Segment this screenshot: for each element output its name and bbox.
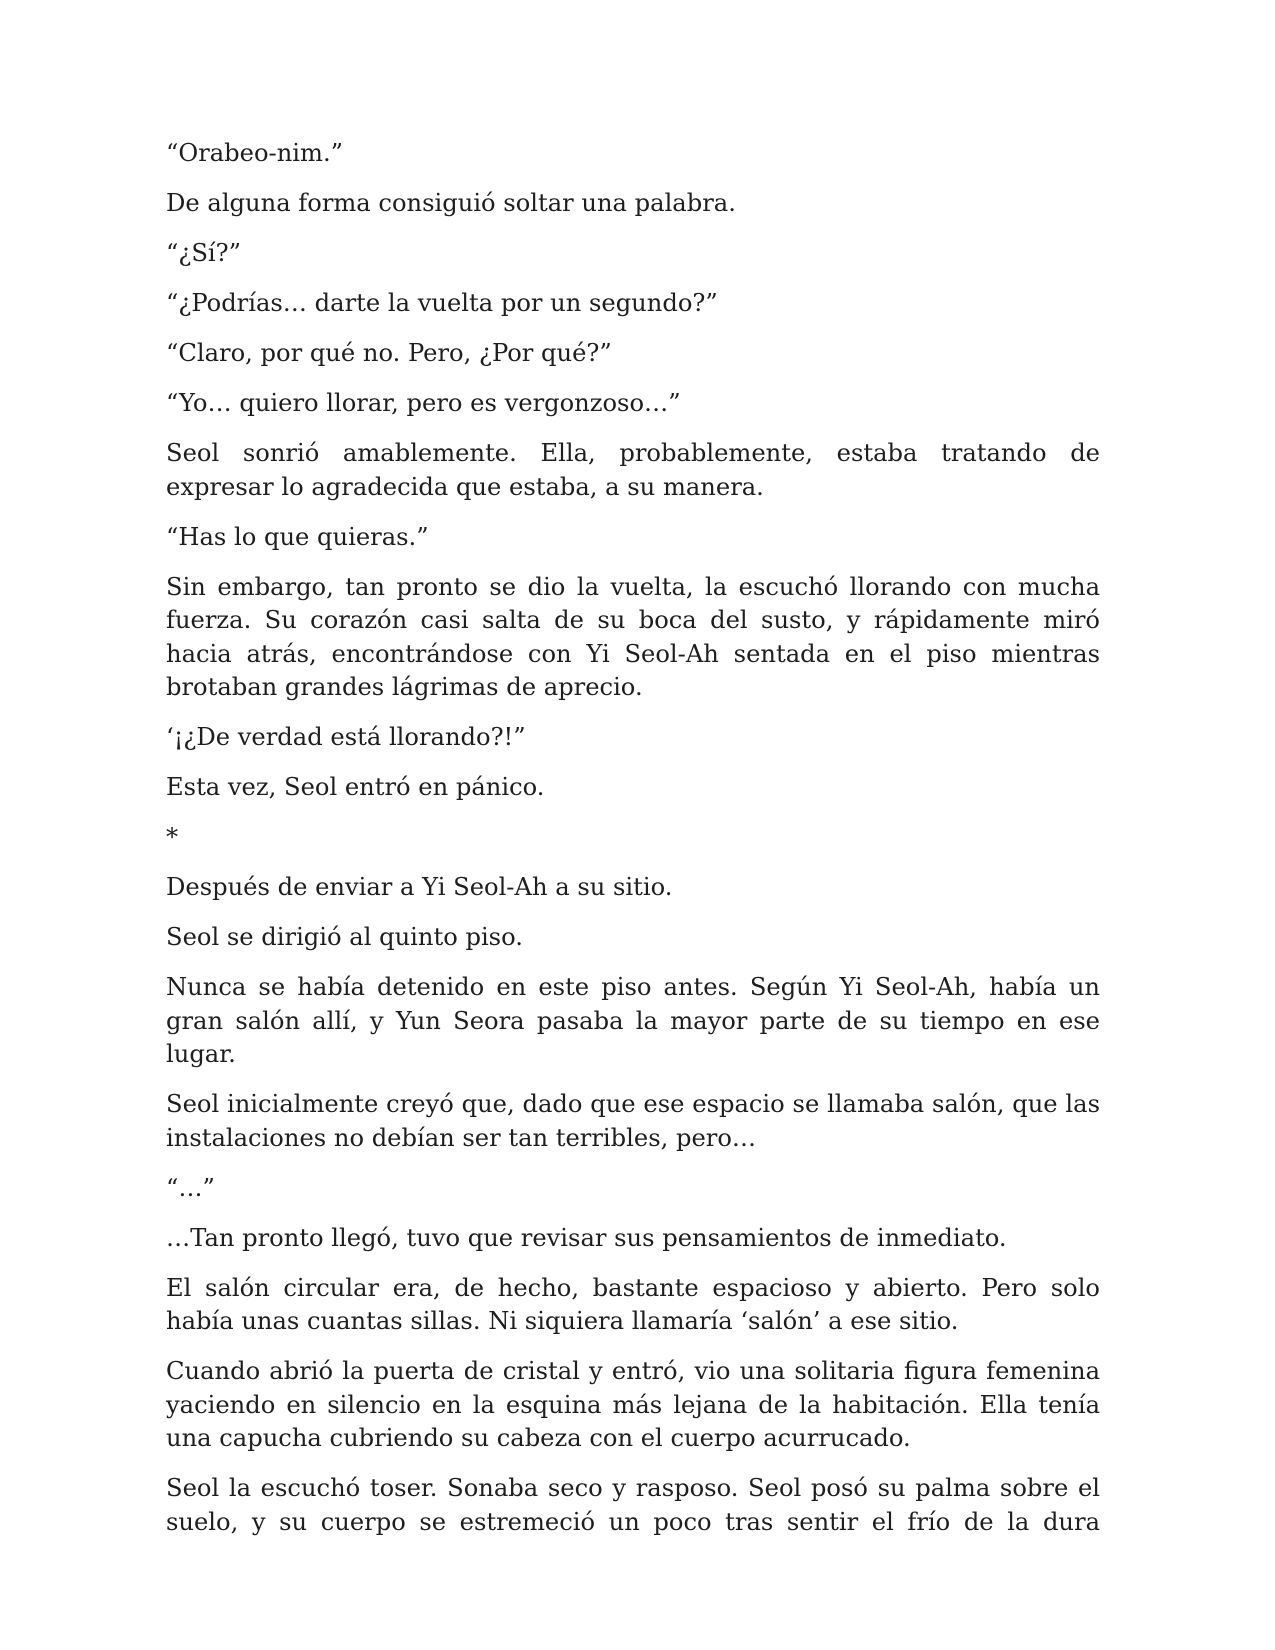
paragraph: “Claro, por qué no. Pero, ¿Por qué?”: [166, 339, 612, 367]
paragraph: …Tan pronto llegó, tuvo que revisar sus pensamientos de inmediato.: [166, 1223, 1007, 1252]
scene-break: *: [166, 823, 179, 851]
paragraph: Sin embargo, tan pronto se dio la vuelta, la escuchó llorando con mucha fuerza. Su corazón casi salta de su boca del susto, y rápidamente miró hacia atrás, encontrándose con Yi Seol-Ah sentada en el piso mientras brotaban grandes lágrimas de aprecio.: [166, 572, 1100, 701]
paragraph: “…”: [166, 1173, 215, 1202]
paragraph: Seol se dirigió al quinto piso.: [166, 923, 523, 951]
body-text: [166, 137, 1100, 1556]
paragraph: ‘¡¿De verdad está llorando?!”: [166, 723, 526, 751]
paragraph: “¿Sí?”: [166, 239, 241, 267]
paragraph: “Yo… quiero llorar, pero es vergonzoso…”: [166, 389, 681, 417]
paragraph: El salón circular era, de hecho, bastante espacioso y abierto. Pero solo había unas cuantas sillas. Ni siquiera llamaría ‘salón’ a ese sitio.: [166, 1273, 1100, 1335]
paragraph: Seol la escuchó toser. Sonaba seco y rasposo. Seol posó su palma sobre el suelo, y su cuerpo se estremeció un poco tras sentir el frío de la dura: [166, 1474, 1100, 1536]
paragraph: De alguna forma consiguió soltar una palabra.: [166, 189, 736, 217]
paragraph: Seol sonrió amablemente. Ella, probablemente, estaba tratando de expresar lo agradecida que estaba, a su manera.: [166, 439, 1100, 501]
paragraph: “Orabeo-nim.”: [166, 139, 344, 167]
paragraph: Esta vez, Seol entró en pánico.: [166, 773, 545, 801]
paragraph: Seol inicialmente creyó que, dado que ese espacio se llamaba salón, que las instalaciones no debían ser tan terribles, pero…: [166, 1090, 1100, 1152]
paragraph: “Has lo que quieras.”: [166, 522, 429, 551]
paragraph: Nunca se había detenido en este piso antes. Según Yi Seol-Ah, había un gran salón allí, y Yun Seora pasaba la mayor parte de su tiempo en ese lugar.: [166, 973, 1100, 1068]
paragraph: Después de enviar a Yi Seol-Ah a su sitio.: [166, 873, 673, 901]
paragraph: “¿Podrías… darte la vuelta por un segundo?”: [166, 289, 718, 317]
paragraph: Cuando abrió la puerta de cristal y entró, vio una solitaria figura femenina yaciendo en silencio en la esquina más lejana de la habitación. Ella tenía una capucha cubriendo su cabeza con el cuerpo acurrucado.: [166, 1357, 1100, 1452]
